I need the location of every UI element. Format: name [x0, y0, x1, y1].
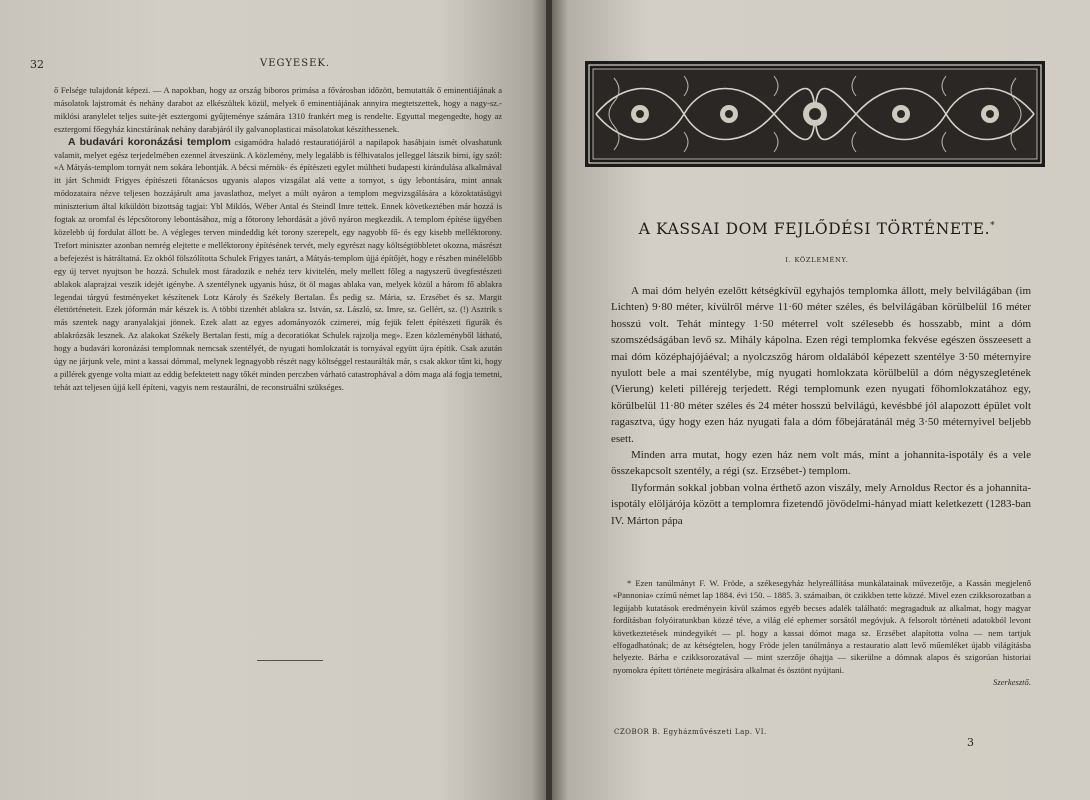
paragraph: Minden arra mutat, hogy ezen ház nem volt más, mint a johannita-ispotály és a vele összekapcsolt szentély, a régi (sz. Erzsébet-) templom. [611, 449, 1031, 478]
paragraph: Ilyformán sokkal jobban volna érthető azon viszály, mely Arnoldus Rector és a johannita-ispotály elöljárója között a templomra fizetendő jövödelmi-hányad miatt keletkezett (1283-ban IV. Márton pápa [611, 481, 1031, 527]
paragraph: A mai dóm helyén ezelőtt kétségkívül egyhajós templomka állott, mely belvilágában (im Lichten) 9·80 méter, kívülről mérve 11·60 méter széles, és belvilágában körülbelül 16 méter hosszú volt. Tehát mintegy 1·50 méterrel volt szélesebb és hosszabb, mint a dóm szomszédságában levő sz. Mihály kápolna. Ezen régi templomka fekvése egészen összeesett a mai dóm középhajójáéval; a nyolczszög három oldalából képezett szentélye 3·50 méternyire nyulott bele a mai szentélybe, míg nyugati homlokzata körülbelül a dóm négyszegletének (Vierung) keleti pillérejg terjedett. Régi templomunk ezen nyugati főhomlokzatához egy, körülbelül 11·80 méter széles és 24 méter hosszú belvilágú, kevésbbé jól alapozott épület volt ragasztva, úgy hogy ezen ház nyugati fala a dóm főbejáratánál még 3·50 méternyivel beljebb esett. [611, 285, 1031, 445]
paragraph [54, 136, 502, 394]
paragraph-text: csigamódra haladó restauratiójáról a napilapok hasábjain ismét olvashatunk valamit, melyet egész terjedelmében ezennel átveszünk. A közlemény, mely legalább is félhivatalos jelleggel látszik birni, így szól: «A Mátyás-templom tornyát nem sokára lebontják. A bécsi mérnök- és építészeti egylet múltheti budapesti kirándulása alkalmával itt járt Schmidt Frigyes építészeti főtanácsos ugyanis alapos vizsgálat alá vette a tornyot, s úgy lebontására, mint annak módozataira nézve teljesen hozzájárult ama javaslathoz, melyet a múlt nyáron a templom megvizsgálására a közoktatásügyi miniszterium által kiküldött bizottság tagjai: Ybl Miklós, Wéber Antal és Steindl Imre tettek. Ennek következtében már hozzá is fogtak az oromfal és lépcsőtorony lebontásához, míg a főtorony lehordását a jövő nyáron megkezdik. A templom építése ügyében közelebb új fordulat állott be. A végleges terven mindeddig két torony szerepelt, egy nagyobb fő- és egy kisebb melléktorony. Trefort miniszter azonban nemrég elejtette e melléktorony építésének tervét, mely egyrészt nagy költségtöbbletet okozna, másrészt a befejezést is hátráltatná. Ez okból fölszólította Schulek Frigyes tanárt, a Mátyás-templom újjá építőjét, hogy e részben minélelőbb egy új tervet nyujtson be hozzá. Schulek most fáradozik e nehéz terv kivitelén, mely mellett főleg a nagyszerű üvegfestészeti ablakok alaprajzai veszik idejét igénybe. A szentélynek ugyanis húsz, öt öl magas ablaka van, melyek közül a három fő ablakra legendai tárgyú festményeket készítenek Lotz Károly és Székely Bertalan. És pedig sz. Mária, sz. Erzsébet és sz. Margit élettörténeteit. Ezek jóformán már készek is. A többi tizenhét ablakra sz. István, sz. László, sz. Imre, sz. Gellért, sz. (!) Asztrik s más szentek nagy aranyalakjai jönnek. Ezek alatt az egyes adományozók czimerei, míg fejük felett építészeti figurák és ablakrózsák lesznek. Az alakokat Székely Bertalan festi, míg a decoratiókat Schulek rajzolja meg». Ezen közleményből látható, hogy a budavári koronázási templomnak nemcsak szentélyét, de nyugati homlokzatát is tornyával együtt újra építik. Csak azután úgy ne járjunk vele, mint a kassai dómmal, melynek legnagyobb részét nagy költséggel restaurálták már, s csak akkor tűnt ki, hogy a pillérek gyenge volta miatt az eddig befektetett nagy tőkét minden perczben várható catastrophával a dóm maga alá fogja temetni, tehát azt teljesen újjá kell építeni, vagyis nem restaurálni, de reconstruálni szükséges. [54, 136, 503, 392]
article-title: A KASSAI DOM FEJLŐDÉSI TÖRTÉNETE.* [638, 220, 996, 238]
page-number: 32 [30, 58, 44, 71]
page-footer: CZOBOR B. Egyházművészeti Lap. VI. [614, 728, 767, 736]
lead-in-heading: A budavári koronázási templom [68, 135, 231, 148]
right-body-text [611, 283, 1031, 529]
footnote-marker: * [990, 220, 996, 231]
article-subtitle: I. KÖZLEMÉNY. [785, 256, 849, 264]
paragraph: ő Felsége tulajdonát képezi. — A napokban, hogy az ország biboros primása a fővárosban időzött, bemutatták ő eminentiájának a másolatok lajstromát és nehány darabot az elkészültek közül, melyek ő eminentiájának annyira megtetszettek, hogy a nagy-sz.-miklósi aranylelet teljes suite-jét esztergomi gyűjteménye számára 1310 frankért meg is rendelte. Egyuttal megengedte, hogy az esztergomi főegyház kincstárának nehány darabjáról ily galvanoplasticai másolatokat készíthessenek. [54, 85, 502, 134]
running-title: VEGYESEK. [260, 58, 331, 69]
footnote-text: * Ezen tanúlmányt F. W. Fröde, a székesegyház helyreállítása munkálatainak művezetője, a Kassán megjelenő «Pannonia» czímű német lap 1884. évi 150. – 1885. 3. számaiban, öt czikkben tette közzé. Mivel ezen czikksorozatban a legújabb kutatások eredményein kívül számos egyéb becses adalék található: megragadtuk az alkalmat, hogy magyar fordításban folyóiratunkban közzé tévе, a világ elé ephemer sorsától megóvjuk. A felsorolt történeti adatokból levont következtetések mindegyikét — pl. hogy a kassai dómot maga sz. Erzsébet alapította volna — nem tartjuk elfogadhatónak; de az kétségtelen, hogy Fröde jelen tanúlmánya a restauratio alatt levő műemléket újabb világításba helyezte. Bárha e czikksorozatával — mint szerzője óhajtja — sikerülne a dómnak alapos és szigorúan historiai nyomokra épített története megírására alkalmat és ösztönt nyújtani. [613, 578, 1031, 675]
section-divider [257, 660, 323, 661]
page-number: 3 [967, 736, 974, 749]
ornamental-headpiece [584, 60, 1046, 168]
page-header [30, 58, 520, 72]
footnote [613, 577, 1031, 689]
editor-signature: Szerkesztő. [993, 677, 1031, 688]
right-page [552, 0, 1090, 800]
left-body-text [54, 84, 502, 394]
